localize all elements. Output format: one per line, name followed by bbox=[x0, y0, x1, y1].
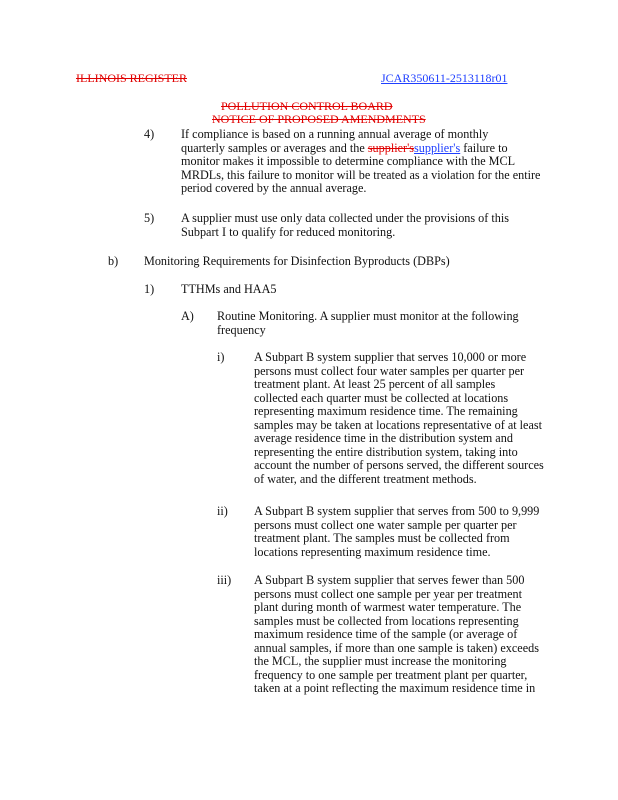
paragraph-i-line: account the number of persons served, the different sources bbox=[254, 458, 544, 472]
paragraph-A bbox=[217, 310, 519, 337]
paragraph-4-line-3: monitor makes it impossible to determine compliance with the MCL bbox=[181, 154, 516, 168]
item-letter-b: b) bbox=[108, 254, 119, 268]
paragraph-iii-line: taken at a point reflecting the maximum residence time in bbox=[254, 681, 536, 695]
paragraph-A-line-2: frequency bbox=[217, 322, 266, 337]
paragraph-i-line: A Subpart B system supplier that serves 10,000 or more bbox=[254, 350, 527, 364]
paragraph-iii-line: the MCL, the supplier must increase the monitoring bbox=[254, 654, 507, 668]
paragraph-i-line: representing the entire distribution system, taking into bbox=[254, 444, 518, 459]
subsection-tthms-heading: TTHMs and HAA5 bbox=[181, 282, 277, 296]
paragraph-i-line: persons must collect four water samples per quarter per bbox=[254, 363, 525, 378]
paragraph-i-line: treatment plant. At least 25 percent of all samples bbox=[254, 377, 496, 391]
item-roman-ii: ii) bbox=[217, 504, 228, 518]
paragraph-4-line-2-a: quarterly samples or averages and the bbox=[181, 140, 368, 155]
header-board-name: POLLUTION CONTROL BOARD bbox=[221, 99, 393, 113]
deleted-supplier-word: supplier's bbox=[367, 140, 415, 155]
paragraph-i-line: of water, and the different treatment methods. bbox=[254, 471, 477, 486]
paragraph-5-line-1: A supplier must use only data collected under the provisions of this bbox=[181, 211, 509, 225]
header-illinois-register: ILLINOIS REGISTER bbox=[76, 71, 187, 85]
paragraph-i-line: collected each quarter must be collected at locations bbox=[254, 390, 509, 405]
paragraph-iii-line: A Subpart B system supplier that serves fewer than 500 bbox=[254, 573, 525, 587]
paragraph-iii-line: annual samples, if more than one sample is taken) exceeds bbox=[254, 640, 539, 655]
header-jcar-code: JCAR350611-2513118r01 bbox=[381, 71, 508, 85]
item-roman-iii: iii) bbox=[217, 573, 232, 587]
paragraph-ii bbox=[254, 505, 539, 559]
paragraph-iii-line: plant during month of warmest water temperature. The bbox=[254, 600, 522, 614]
paragraph-5 bbox=[181, 212, 509, 239]
paragraph-iii-line: persons must collect one sample per year per treatment bbox=[254, 586, 523, 601]
paragraph-iii bbox=[254, 574, 539, 696]
paragraph-iii-line: maximum residence time of the sample (or average of bbox=[254, 627, 518, 641]
paragraph-iii-line: samples must be collected from locations representing bbox=[254, 613, 519, 628]
paragraph-i-line: representing maximum residence time. The remaining bbox=[254, 404, 518, 418]
paragraph-i-line: average residence time in the distribution system and bbox=[254, 431, 513, 445]
paragraph-4-line-2 bbox=[181, 142, 540, 156]
paragraph-ii-line: A Subpart B system supplier that serves from 500 to 9,999 bbox=[254, 504, 540, 518]
paragraph-ii-line: persons must collect one water sample per quarter per bbox=[254, 517, 517, 532]
paragraph-4-line-1: If compliance is based on a running annual average of monthly bbox=[181, 127, 489, 141]
paragraph-5-line-2: Subpart I to qualify for reduced monitoring. bbox=[181, 224, 396, 239]
paragraph-4 bbox=[181, 128, 540, 196]
item-letter-A: A) bbox=[181, 309, 194, 323]
inserted-supplier-word: supplier's bbox=[414, 140, 461, 155]
paragraph-A-line-1: Routine Monitoring. A supplier must monitor at the following bbox=[217, 309, 519, 323]
section-b-heading: Monitoring Requirements for Disinfection Byproducts (DBPs) bbox=[144, 254, 450, 268]
paragraph-i-line: samples may be taken at locations representative of at least bbox=[254, 417, 542, 432]
item-number-5: 5) bbox=[144, 211, 155, 225]
item-number-b1: 1) bbox=[144, 282, 155, 296]
paragraph-4-line-5: period covered by the annual average. bbox=[181, 181, 367, 195]
paragraph-4-line-2-b: failure to bbox=[460, 140, 508, 155]
paragraph-i bbox=[254, 351, 544, 486]
paragraph-iii-line: frequency to one sample per treatment plant per quarter, bbox=[254, 667, 528, 682]
paragraph-4-line-4: MRDLs, this failure to monitor will be treated as a violation for the entire bbox=[181, 167, 541, 182]
item-roman-i: i) bbox=[217, 350, 225, 364]
item-number-4: 4) bbox=[144, 127, 155, 141]
header-notice-title: NOTICE OF PROPOSED AMENDMENTS bbox=[212, 112, 426, 126]
paragraph-ii-line: locations representing maximum residence time. bbox=[254, 544, 491, 559]
paragraph-ii-line: treatment plant. The samples must be collected from bbox=[254, 531, 510, 545]
